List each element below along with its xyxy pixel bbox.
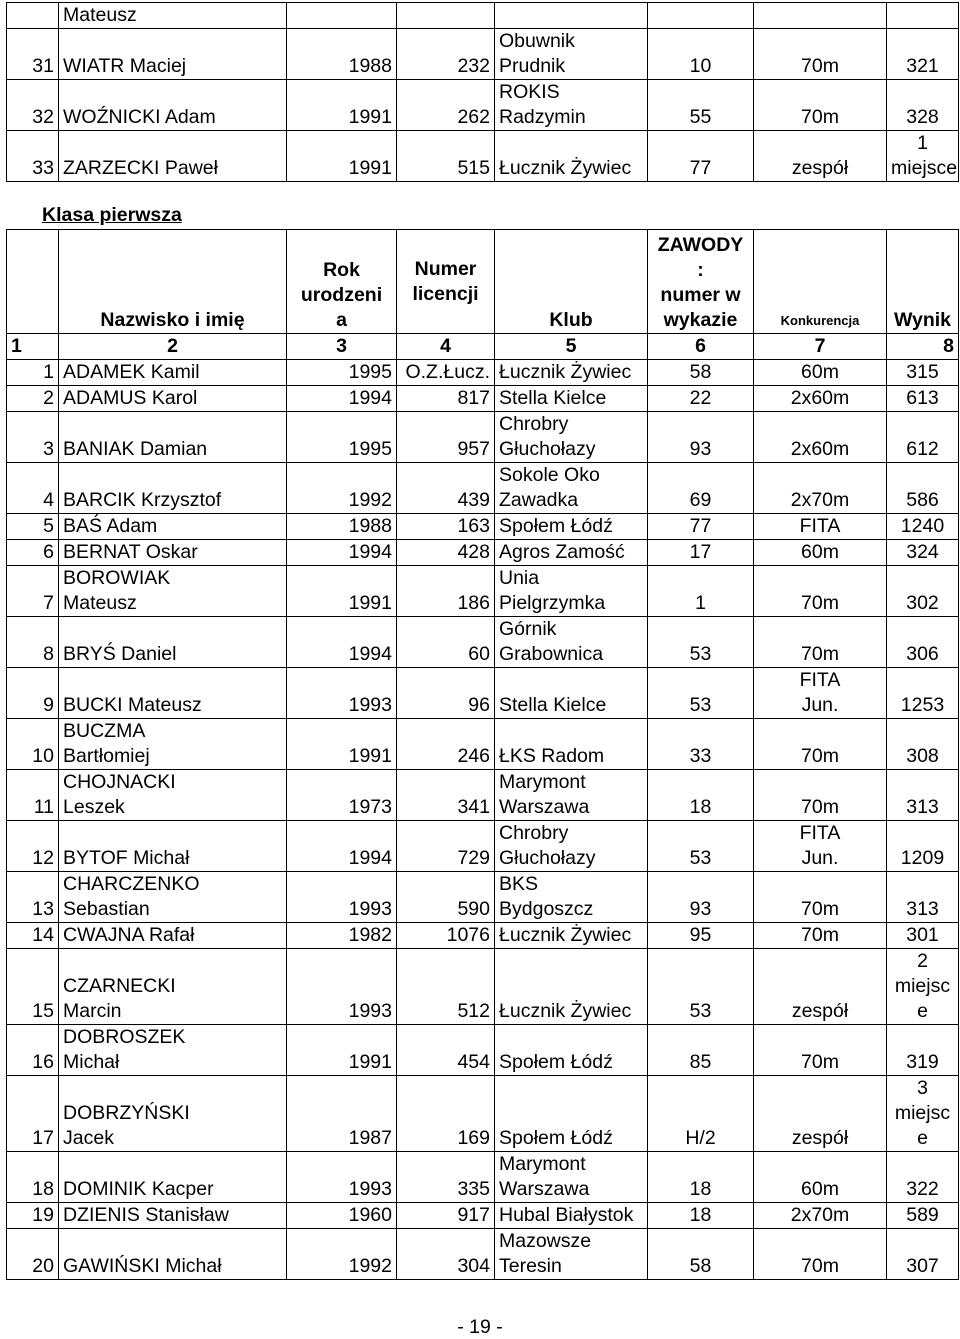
cell-license: 341 bbox=[397, 770, 495, 821]
cell-license: 454 bbox=[397, 1025, 495, 1076]
cell-club: Stella Kielce bbox=[495, 386, 648, 412]
cell-no: 18 bbox=[7, 1152, 59, 1203]
cell-comp: FITA Jun. bbox=[754, 821, 887, 872]
cell-year: 1994 bbox=[287, 386, 397, 412]
cell-name: ZARZECKI Paweł bbox=[59, 131, 287, 182]
cell-no: 10 bbox=[7, 719, 59, 770]
table-row bbox=[7, 540, 959, 566]
cell-name: WOŹNICKI Adam bbox=[59, 80, 287, 131]
cell-result: 3 miejsc e bbox=[887, 1076, 959, 1152]
cell-license: 304 bbox=[397, 1229, 495, 1280]
cell-club: ROKIS Radzymin bbox=[495, 80, 648, 131]
cell-no: 33 bbox=[7, 131, 59, 182]
cell-comp: 2x60m bbox=[754, 386, 887, 412]
cell-year: 1973 bbox=[287, 770, 397, 821]
cell-comp: 70m bbox=[754, 1229, 887, 1280]
cell-club: Łucznik Żywiec bbox=[495, 923, 648, 949]
cell-list: 22 bbox=[648, 386, 754, 412]
cell-result: 613 bbox=[887, 386, 959, 412]
cell-result: 1253 bbox=[887, 668, 959, 719]
cell-list: 93 bbox=[648, 412, 754, 463]
cell-result: 307 bbox=[887, 1229, 959, 1280]
cell-name: BARCIK Krzysztof bbox=[59, 463, 287, 514]
cell-name: DZIENIS Stanisław bbox=[59, 1203, 287, 1229]
cell-comp: 70m bbox=[754, 923, 887, 949]
cell-comp: 70m bbox=[754, 566, 887, 617]
column-number: 1 bbox=[7, 334, 59, 360]
cell-license: 262 bbox=[397, 80, 495, 131]
cell-no: 6 bbox=[7, 540, 59, 566]
cell-name: BYTOF Michał bbox=[59, 821, 287, 872]
table-row bbox=[7, 1203, 959, 1229]
cell-comp: 70m bbox=[754, 80, 887, 131]
page-number: - 19 - bbox=[457, 1316, 503, 1338]
cell-result: 315 bbox=[887, 360, 959, 386]
cell-result: 586 bbox=[887, 463, 959, 514]
cell-no: 11 bbox=[7, 770, 59, 821]
column-numbers-row bbox=[7, 334, 959, 360]
cell-year: 1994 bbox=[287, 821, 397, 872]
cell-list: 69 bbox=[648, 463, 754, 514]
cell-year: 1988 bbox=[287, 29, 397, 80]
cell-list: 53 bbox=[648, 821, 754, 872]
cell-comp: 70m bbox=[754, 719, 887, 770]
cell-club: Górnik Grabownica bbox=[495, 617, 648, 668]
cell-comp: zespół bbox=[754, 131, 887, 182]
table-row bbox=[7, 386, 959, 412]
header-result: Wynik bbox=[887, 230, 959, 334]
cell-comp: 70m bbox=[754, 29, 887, 80]
cell-no: 2 bbox=[7, 386, 59, 412]
table-row bbox=[7, 131, 959, 182]
table-row bbox=[7, 872, 959, 923]
cell-year: 1991 bbox=[287, 80, 397, 131]
cell-list: 1 bbox=[648, 566, 754, 617]
cell-year: 1992 bbox=[287, 463, 397, 514]
cell-club: Społem Łódź bbox=[495, 514, 648, 540]
cell-no: 31 bbox=[7, 29, 59, 80]
header-comp: Konkurencja bbox=[754, 230, 887, 334]
cell-name: DOBRZYŃSKI Jacek bbox=[59, 1076, 287, 1152]
cell-no: 16 bbox=[7, 1025, 59, 1076]
cell-name: BAŚ Adam bbox=[59, 514, 287, 540]
cell-no: 20 bbox=[7, 1229, 59, 1280]
cell-no: 1 bbox=[7, 360, 59, 386]
table-row bbox=[7, 3, 959, 29]
cell-comp: 70m bbox=[754, 770, 887, 821]
cell-license bbox=[397, 3, 495, 29]
cell-no: 12 bbox=[7, 821, 59, 872]
cell-license: 515 bbox=[397, 131, 495, 182]
table-row bbox=[7, 1025, 959, 1076]
header-license: Numer licencji bbox=[397, 230, 495, 334]
cell-club: Mazowsze Teresin bbox=[495, 1229, 648, 1280]
cell-name: BANIAK Damian bbox=[59, 412, 287, 463]
cell-result: 1 miejsce bbox=[887, 131, 959, 182]
cell-result: 302 bbox=[887, 566, 959, 617]
header-club: Klub bbox=[495, 230, 648, 334]
cell-result: 321 bbox=[887, 29, 959, 80]
cell-club: Łucznik Żywiec bbox=[495, 131, 648, 182]
column-number: 5 bbox=[495, 334, 648, 360]
cell-year: 1993 bbox=[287, 872, 397, 923]
cell-comp: 2x70m bbox=[754, 1203, 887, 1229]
cell-name: CHARCZENKO Sebastian bbox=[59, 872, 287, 923]
cell-license: 817 bbox=[397, 386, 495, 412]
cell-year: 1993 bbox=[287, 949, 397, 1025]
cell-license: 957 bbox=[397, 412, 495, 463]
cell-comp: 60m bbox=[754, 540, 887, 566]
cell-result: 612 bbox=[887, 412, 959, 463]
cell-license: 186 bbox=[397, 566, 495, 617]
cell-comp: zespół bbox=[754, 1076, 887, 1152]
cell-year bbox=[287, 3, 397, 29]
cell-license: 439 bbox=[397, 463, 495, 514]
cell-name: BUCZMA Bartłomiej bbox=[59, 719, 287, 770]
table-row bbox=[7, 1152, 959, 1203]
cell-result: 1240 bbox=[887, 514, 959, 540]
cell-list: 53 bbox=[648, 617, 754, 668]
cell-list: 53 bbox=[648, 949, 754, 1025]
cell-result: 301 bbox=[887, 923, 959, 949]
cell-year: 1991 bbox=[287, 131, 397, 182]
cell-license: 512 bbox=[397, 949, 495, 1025]
column-number: 8 bbox=[887, 334, 959, 360]
cell-club: Stella Kielce bbox=[495, 668, 648, 719]
cell-license: 335 bbox=[397, 1152, 495, 1203]
cell-license: 163 bbox=[397, 514, 495, 540]
cell-year: 1987 bbox=[287, 1076, 397, 1152]
cell-comp bbox=[754, 3, 887, 29]
cell-club: Agros Zamość bbox=[495, 540, 648, 566]
cell-no: 5 bbox=[7, 514, 59, 540]
cell-club: Chrobry Głuchołazy bbox=[495, 412, 648, 463]
table-row bbox=[7, 949, 959, 1025]
cell-name: ADAMUS Karol bbox=[59, 386, 287, 412]
table-row bbox=[7, 412, 959, 463]
column-number: 6 bbox=[648, 334, 754, 360]
table-row bbox=[7, 80, 959, 131]
table-row bbox=[7, 1229, 959, 1280]
cell-club bbox=[495, 3, 648, 29]
cell-license: 96 bbox=[397, 668, 495, 719]
column-number: 7 bbox=[754, 334, 887, 360]
cell-year: 1991 bbox=[287, 566, 397, 617]
cell-list: 77 bbox=[648, 514, 754, 540]
results-table bbox=[6, 229, 959, 1280]
cell-no: 17 bbox=[7, 1076, 59, 1152]
cell-comp: 70m bbox=[754, 872, 887, 923]
cell-name: CWAJNA Rafał bbox=[59, 923, 287, 949]
cell-list: 58 bbox=[648, 1229, 754, 1280]
cell-result: 1209 bbox=[887, 821, 959, 872]
header-row bbox=[7, 230, 959, 334]
table-row bbox=[7, 463, 959, 514]
cell-no: 13 bbox=[7, 872, 59, 923]
cell-list: 18 bbox=[648, 1203, 754, 1229]
cell-year: 1982 bbox=[287, 923, 397, 949]
cell-year: 1992 bbox=[287, 1229, 397, 1280]
cell-license: 590 bbox=[397, 872, 495, 923]
cell-name: BRYŚ Daniel bbox=[59, 617, 287, 668]
cell-year: 1995 bbox=[287, 412, 397, 463]
cell-comp: 60m bbox=[754, 360, 887, 386]
cell-list: 10 bbox=[648, 29, 754, 80]
cell-comp: 60m bbox=[754, 1152, 887, 1203]
header-name: Nazwisko i imię bbox=[59, 230, 287, 334]
cell-no: 15 bbox=[7, 949, 59, 1025]
table-row bbox=[7, 29, 959, 80]
cell-no bbox=[7, 3, 59, 29]
cell-club: Społem Łódź bbox=[495, 1076, 648, 1152]
cell-name: BUCKI Mateusz bbox=[59, 668, 287, 719]
cell-year: 1991 bbox=[287, 1025, 397, 1076]
cell-name: CHOJNACKI Leszek bbox=[59, 770, 287, 821]
cell-list: H/2 bbox=[648, 1076, 754, 1152]
cell-result: 313 bbox=[887, 770, 959, 821]
table-row bbox=[7, 668, 959, 719]
cell-comp: 2x60m bbox=[754, 412, 887, 463]
cell-no: 3 bbox=[7, 412, 59, 463]
cell-license: 729 bbox=[397, 821, 495, 872]
cell-club: Społem Łódź bbox=[495, 1025, 648, 1076]
cell-list: 95 bbox=[648, 923, 754, 949]
cell-result: 328 bbox=[887, 80, 959, 131]
cell-name: BERNAT Oskar bbox=[59, 540, 287, 566]
cell-license: 169 bbox=[397, 1076, 495, 1152]
cell-list: 58 bbox=[648, 360, 754, 386]
section-title: Klasa pierwsza bbox=[42, 204, 182, 226]
cell-club: Hubal Białystok bbox=[495, 1203, 648, 1229]
previous-class-table bbox=[6, 2, 959, 182]
cell-year: 1995 bbox=[287, 360, 397, 386]
cell-club: Marymont Warszawa bbox=[495, 1152, 648, 1203]
cell-list: 18 bbox=[648, 770, 754, 821]
cell-list: 53 bbox=[648, 668, 754, 719]
column-number: 4 bbox=[397, 334, 495, 360]
cell-list: 18 bbox=[648, 1152, 754, 1203]
cell-no: 4 bbox=[7, 463, 59, 514]
cell-list: 77 bbox=[648, 131, 754, 182]
cell-year: 1993 bbox=[287, 1152, 397, 1203]
cell-list: 55 bbox=[648, 80, 754, 131]
table-row bbox=[7, 923, 959, 949]
cell-year: 1994 bbox=[287, 617, 397, 668]
cell-no: 7 bbox=[7, 566, 59, 617]
cell-list: 33 bbox=[648, 719, 754, 770]
cell-name: ADAMEK Kamil bbox=[59, 360, 287, 386]
cell-license: 60 bbox=[397, 617, 495, 668]
cell-license: 1076 bbox=[397, 923, 495, 949]
cell-no: 8 bbox=[7, 617, 59, 668]
table-row bbox=[7, 360, 959, 386]
cell-result: 306 bbox=[887, 617, 959, 668]
table-row bbox=[7, 821, 959, 872]
cell-name: WIATR Maciej bbox=[59, 29, 287, 80]
cell-result: 589 bbox=[887, 1203, 959, 1229]
cell-list: 93 bbox=[648, 872, 754, 923]
cell-result: 2 miejsc e bbox=[887, 949, 959, 1025]
cell-result: 322 bbox=[887, 1152, 959, 1203]
cell-name: Mateusz bbox=[59, 3, 287, 29]
cell-result: 313 bbox=[887, 872, 959, 923]
cell-license: 428 bbox=[397, 540, 495, 566]
cell-result: 308 bbox=[887, 719, 959, 770]
cell-name: GAWIŃSKI Michał bbox=[59, 1229, 287, 1280]
cell-year: 1994 bbox=[287, 540, 397, 566]
cell-comp: zespół bbox=[754, 949, 887, 1025]
cell-no: 19 bbox=[7, 1203, 59, 1229]
cell-club: ŁKS Radom bbox=[495, 719, 648, 770]
cell-result bbox=[887, 3, 959, 29]
cell-year: 1960 bbox=[287, 1203, 397, 1229]
cell-club: Unia Pielgrzymka bbox=[495, 566, 648, 617]
cell-name: CZARNECKI Marcin bbox=[59, 949, 287, 1025]
table-row bbox=[7, 514, 959, 540]
cell-no: 32 bbox=[7, 80, 59, 131]
cell-club: BKS Bydgoszcz bbox=[495, 872, 648, 923]
cell-club: Obuwnik Prudnik bbox=[495, 29, 648, 80]
cell-year: 1993 bbox=[287, 668, 397, 719]
cell-club: Chrobry Głuchołazy bbox=[495, 821, 648, 872]
cell-year: 1988 bbox=[287, 514, 397, 540]
cell-list: 85 bbox=[648, 1025, 754, 1076]
table-row bbox=[7, 719, 959, 770]
cell-list bbox=[648, 3, 754, 29]
cell-license: 232 bbox=[397, 29, 495, 80]
cell-club: Sokole Oko Zawadka bbox=[495, 463, 648, 514]
cell-club: Łucznik Żywiec bbox=[495, 360, 648, 386]
header-year: Rok urodzeni a bbox=[287, 230, 397, 334]
cell-year: 1991 bbox=[287, 719, 397, 770]
cell-comp: 70m bbox=[754, 617, 887, 668]
cell-license: O.Z.Łucz. bbox=[397, 360, 495, 386]
cell-comp: FITA bbox=[754, 514, 887, 540]
cell-comp: 2x70m bbox=[754, 463, 887, 514]
table-row bbox=[7, 617, 959, 668]
cell-result: 324 bbox=[887, 540, 959, 566]
cell-name: DOBROSZEK Michał bbox=[59, 1025, 287, 1076]
cell-club: Łucznik Żywiec bbox=[495, 949, 648, 1025]
cell-license: 917 bbox=[397, 1203, 495, 1229]
cell-list: 17 bbox=[648, 540, 754, 566]
table-row bbox=[7, 566, 959, 617]
header-no bbox=[7, 230, 59, 334]
cell-result: 319 bbox=[887, 1025, 959, 1076]
table-row bbox=[7, 770, 959, 821]
cell-license: 246 bbox=[397, 719, 495, 770]
cell-name: DOMINIK Kacper bbox=[59, 1152, 287, 1203]
cell-comp: FITA Jun. bbox=[754, 668, 887, 719]
column-number: 3 bbox=[287, 334, 397, 360]
cell-no: 9 bbox=[7, 668, 59, 719]
header-list: ZAWODY : numer w wykazie bbox=[648, 230, 754, 334]
table-row bbox=[7, 1076, 959, 1152]
column-number: 2 bbox=[59, 334, 287, 360]
cell-comp: 70m bbox=[754, 1025, 887, 1076]
cell-no: 14 bbox=[7, 923, 59, 949]
cell-name: BOROWIAK Mateusz bbox=[59, 566, 287, 617]
cell-club: Marymont Warszawa bbox=[495, 770, 648, 821]
